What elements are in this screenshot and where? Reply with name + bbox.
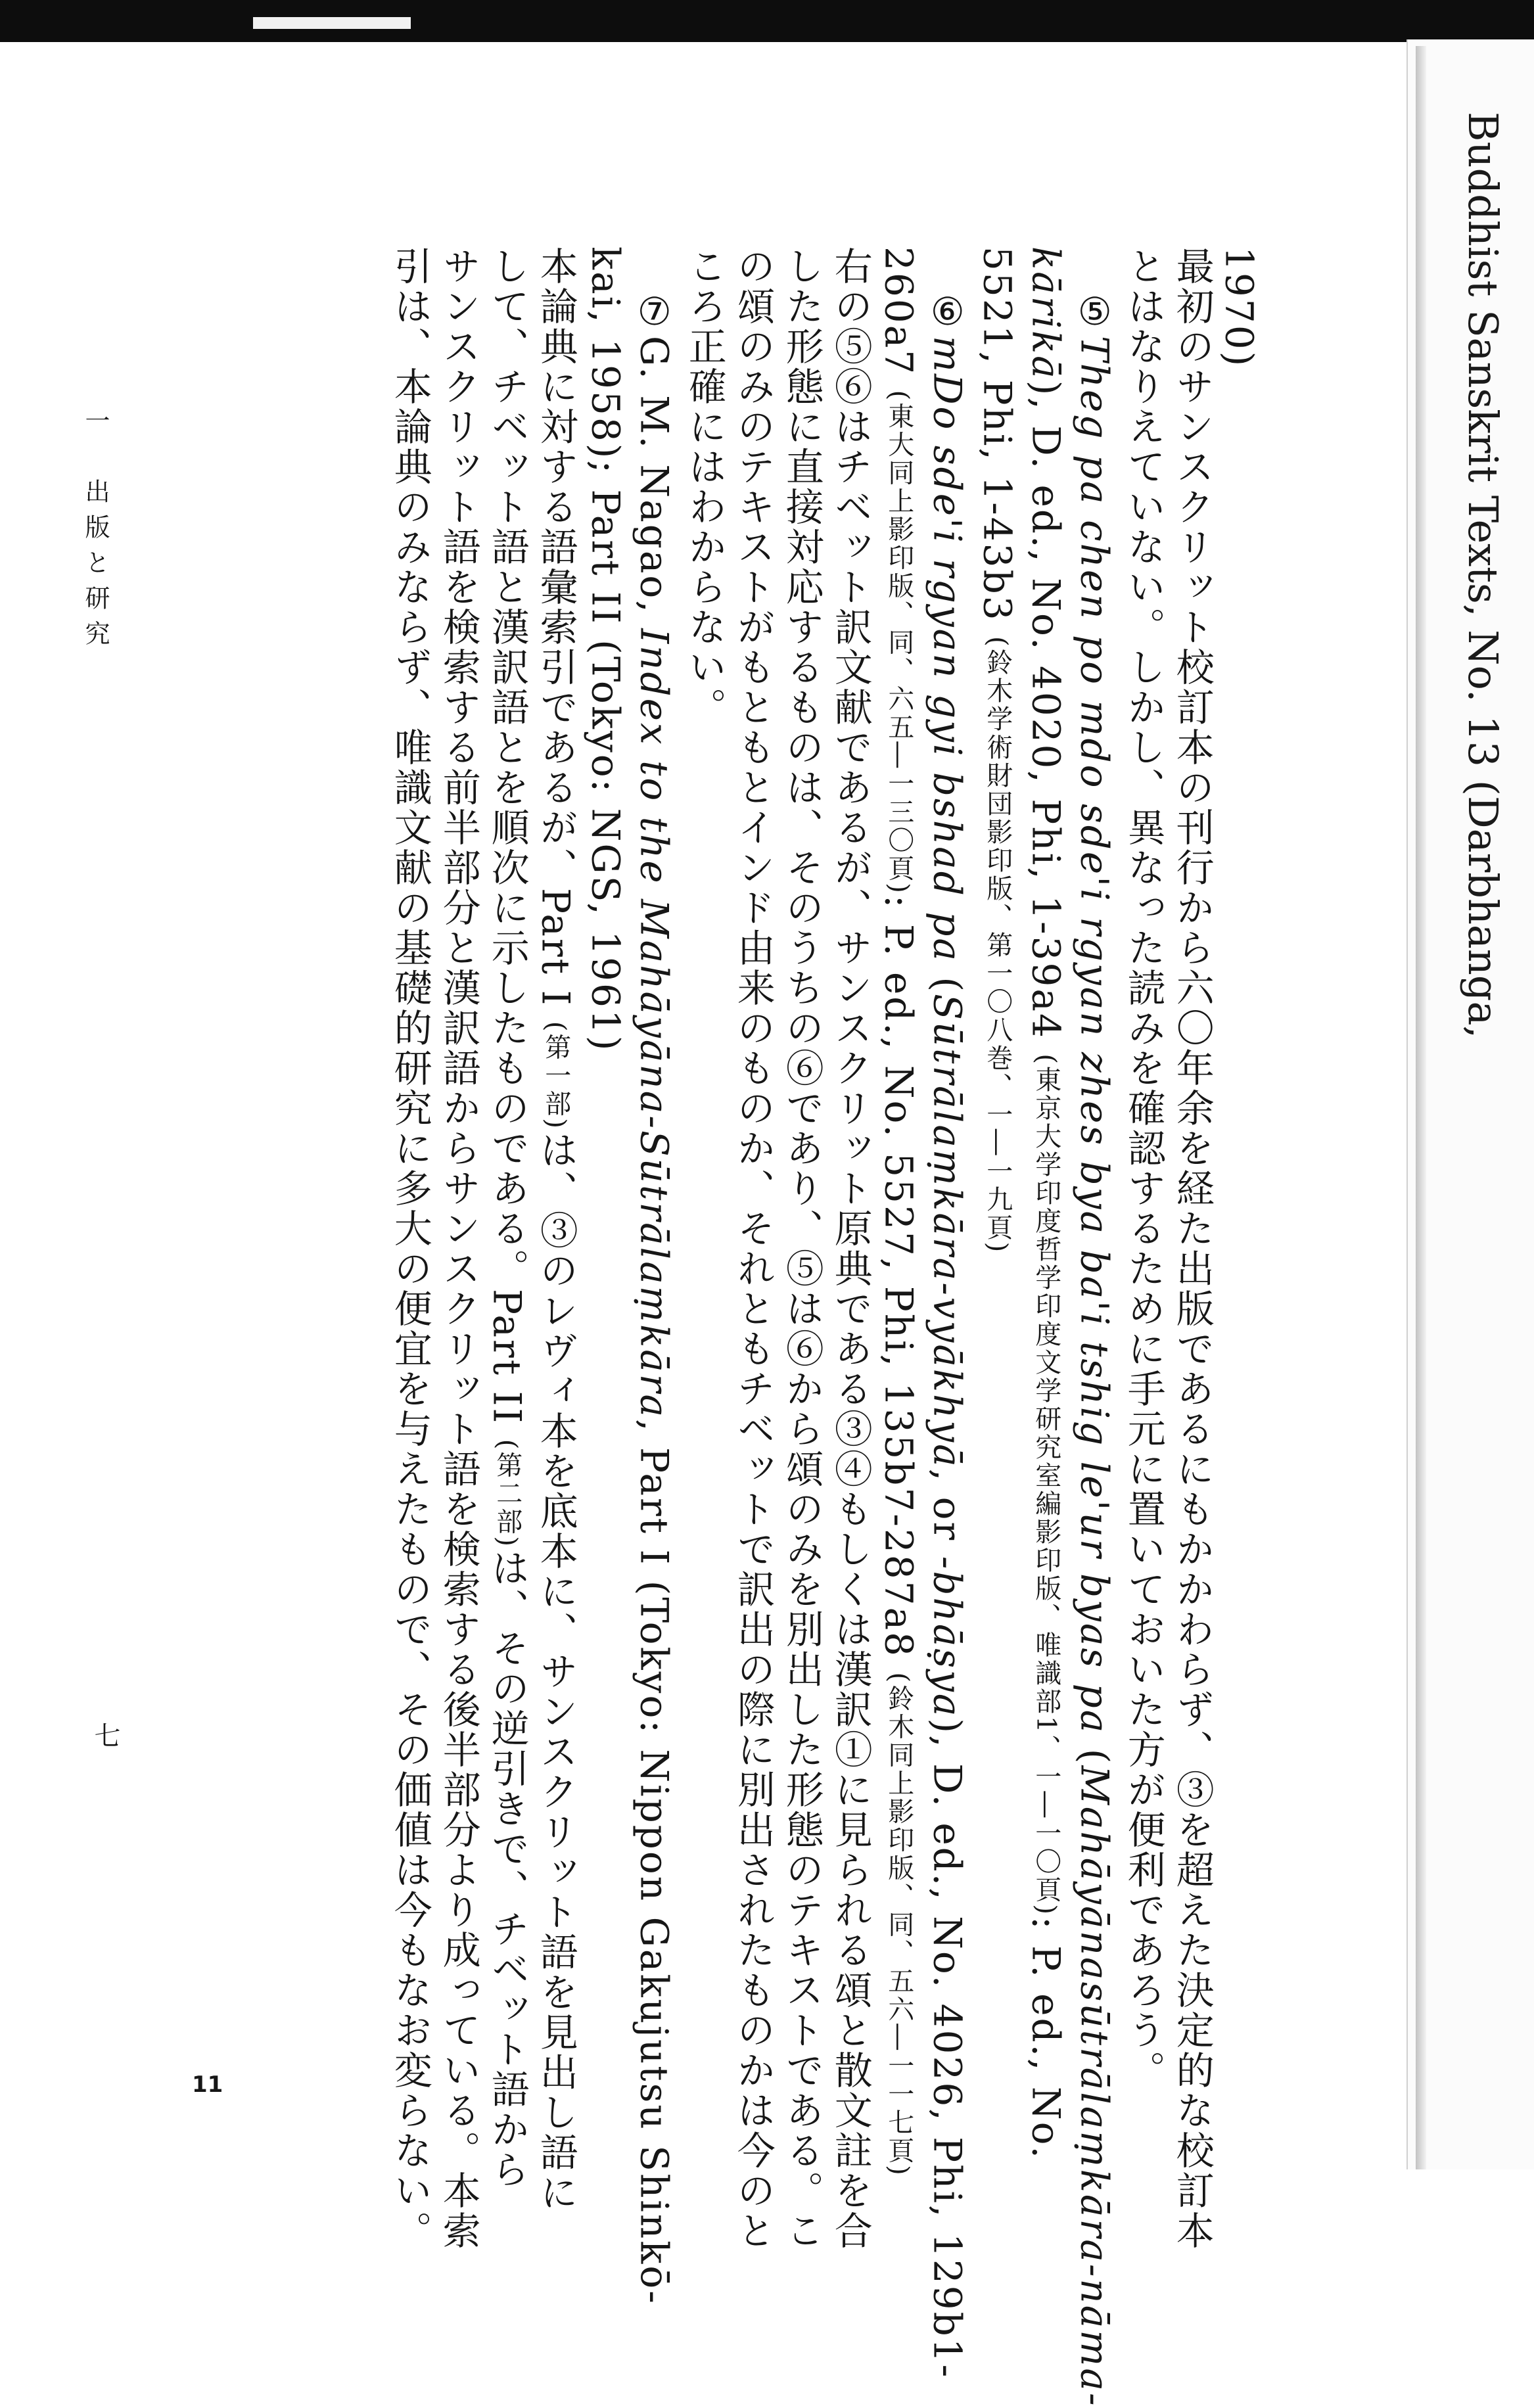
text-line-11: の頌のみのテキストがもともとインド由来のものか、それともチベットで訳出の際に別出されたものかは今のと (730, 246, 776, 2251)
text-line-8: 260a7 (東大同上影印版、同、六五―一三〇頁): P. ed., No. 5527, Phi, 135b7-287a8 (鈴木同上影印版、同、五六―一一七頁) (876, 246, 921, 2177)
text-line-18: 引は、本論典のみならず、唯識文献の基礎的研究に多大の便宜を与えたもので、その価値は今もなお変らない。 (387, 246, 432, 2251)
text-line-7: ⑥mDo sde'i rgyan gyi bshad pa (Sūtrālaṃkāra-vyākhyā, or -bhāṣya), D. ed., No. 4026, Phi, 129b1- (925, 289, 970, 2380)
text-line-14: kai, 1958); Part II (Tokyo: NGS, 1961) (583, 246, 628, 1053)
text-line-5: kārikā), D. ed., No. 4020, Phi, 1-39a4 (東京大学印度哲学印度文学研究室編影印版、唯識部1、一―一〇頁): P. ed., No. (1023, 246, 1069, 2160)
text-line-2: 最初のサンスクリット校訂本の刊行から六〇年余を経た出版であるにもかかわらず、③を超えた決定的な校訂本 (1169, 246, 1215, 2251)
text-line-10: した形態に直接対応するものは、そのうちの⑥であり、⑤は⑥から頌のみを別出した形態のテキストである。こ (779, 246, 824, 2251)
text-line-13: ⑦G. M. Nagao, Index to the Mahāyāna-Sūtrālaṃkāra, Part I (Tokyo: Nippon Gakujutsu Shinkō- (632, 289, 677, 2305)
text-line-9: 右の⑤⑥はチベット訳文献であるが、サンスクリット原典である③④もしくは漢訳①に見られる頌と散文註を合 (827, 246, 873, 2251)
text-line-12: ころ正確にはわからない。 (682, 246, 727, 728)
cut-off-header-line: Buddhist Sanskrit Texts, No. 13 (Darbhanga, (1459, 112, 1507, 1039)
text-line-4: ⑤Theg pa chen po mdo sde'i rgyan zhes bya ba'i tshig le'ur byas pa (Mahāyānasūtrālaṃkāra-nāma- (1072, 289, 1117, 2408)
folio-number: 七 (90, 1722, 120, 1748)
text-line-1: 1970) (1217, 246, 1262, 369)
text-line-15: 本論典に対する語彙索引であるが、Part I (第一部)は、③のレヴィ本を底本に、サンスクリット語を見出し語に (533, 246, 578, 2213)
text-line-16: して、チベット語と漢訳語とを順次に示したものである。Part II (第二部)は、その逆引きで、チベット語から (484, 246, 530, 2190)
text-line-6: 5521, Phi, 1-43b3 (鈴木学術財団影印版、第一〇八巻、一―一九頁) (975, 246, 1020, 1255)
text-line-3: とはなりえていない。しかし、異なった読みを確認するために手元に置いておいた方が便利であろう。 (1121, 246, 1166, 2091)
page-number: 11 (192, 2072, 223, 2098)
text-line-17: サンスクリット語を検索する前半部分と漢訳語からサンスクリット語を検索する後半部分より成っている。本索 (436, 246, 481, 2251)
running-head: 一 出版と研究 (81, 407, 110, 656)
